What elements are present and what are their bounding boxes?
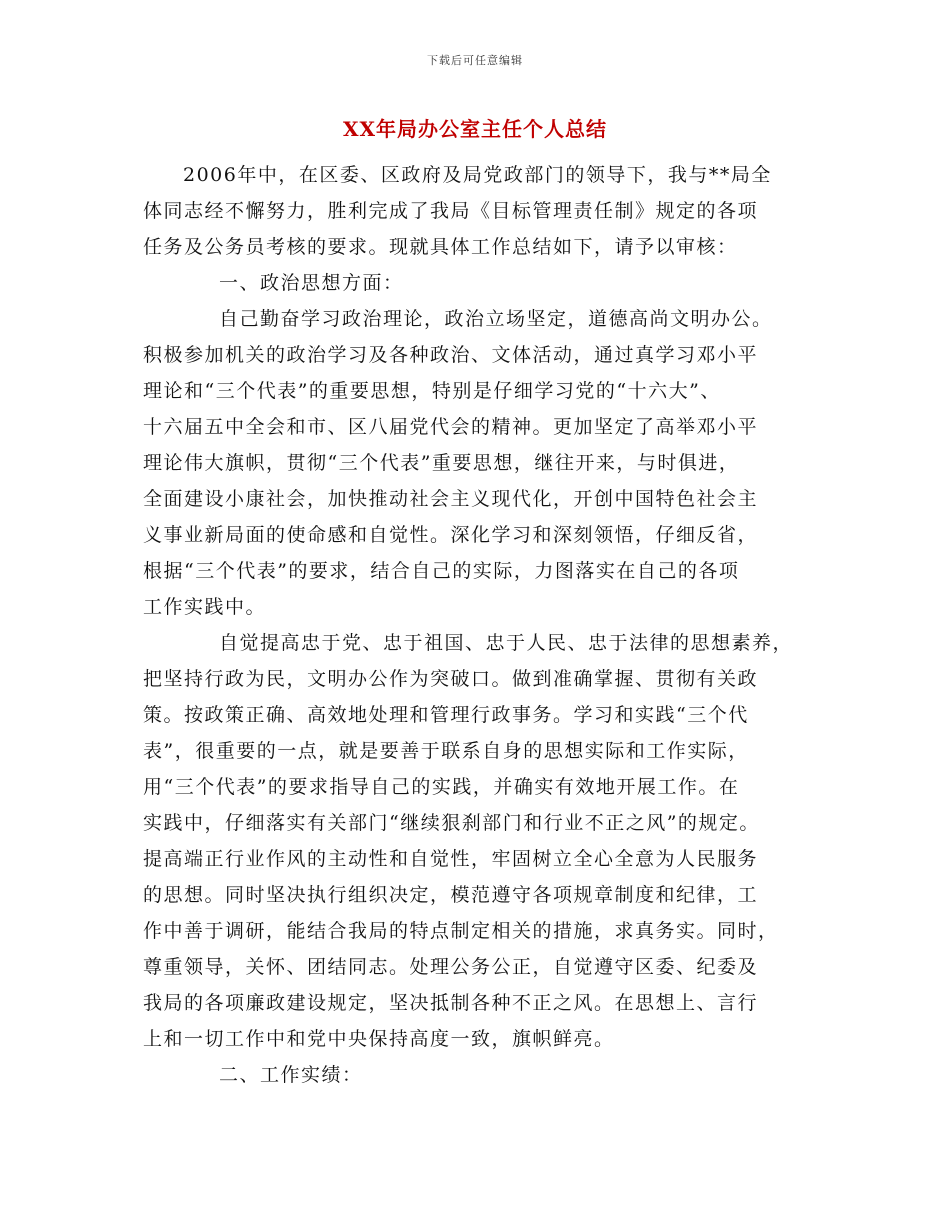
paragraph-line: 全面建设小康社会，加快推动社会主义现代化，开创中国特色社会主 — [143, 488, 759, 510]
paragraph-line: 理论伟大旗帜，贯彻“三个代表”重要思想，继往开来，与时俱进， — [143, 452, 740, 474]
paragraph-line: 我局的各项廉政建设规定，坚决抵制各种不正之风。在思想上、言行 — [143, 992, 759, 1014]
paragraph-line: 自己勤奋学习政治理论，政治立场坚定，道德高尚文明办公。 — [219, 308, 773, 330]
paragraph-line: 自觉提高忠于党、忠于祖国、忠于人民、忠于法律的思想素养， — [219, 632, 794, 654]
document-body — [143, 157, 813, 1093]
paragraph-line: 表”，很重要的一点，就是要善于联系自身的思想实际和工作实际， — [143, 740, 749, 762]
paragraph-line: 用“三个代表”的要求指导自己的实践，并确实有效地开展工作。在 — [143, 776, 740, 798]
paragraph-line: 提高端正行业作风的主动性和自觉性，牢固树立全心全意为人民服务 — [143, 848, 759, 870]
paragraph-line: 十六届五中全会和市、区八届党代会的精神。更加坚定了高举邓小平 — [143, 416, 759, 438]
paragraph-line: 积极参加机关的政治学习及各种政治、文体活动，通过真学习邓小平 — [143, 344, 759, 366]
paragraph-line: 的思想。同时坚决执行组织决定，模范遵守各项规章制度和纪律，工 — [143, 884, 759, 906]
page-header: 下载后可任意编辑 — [427, 54, 523, 67]
paragraph-line: 任务及公务员考核的要求。现就具体工作总结如下，请予以审核： — [143, 236, 738, 258]
section-heading: 二、工作实绩： — [219, 1064, 363, 1086]
paragraph-line: 实践中，仔细落实有关部门“继续狠刹部门和行业不正之风”的规定。 — [143, 812, 760, 834]
paragraph-line: 体同志经不懈努力，胜利完成了我局《目标管理责任制》规定的各项 — [143, 200, 759, 222]
paragraph-line: 理论和“三个代表”的重要思想，特别是仔细学习党的“十六大”、 — [143, 380, 721, 402]
paragraph-line: 义事业新局面的使命感和自觉性。深化学习和深刻领悟，仔细反省， — [143, 524, 759, 546]
paragraph-line: 根据“三个代表”的要求，结合自己的实际，力图落实在自己的各项 — [143, 560, 740, 582]
document-title: XX年局办公室主任个人总结 — [342, 117, 608, 141]
paragraph-line: 作中善于调研，能结合我局的特点制定相关的措施，求真务实。同时， — [143, 920, 779, 942]
section-heading: 一、政治思想方面： — [219, 272, 404, 294]
paragraph-line: 工作实践中。 — [143, 596, 267, 618]
paragraph-line: 2006年中，在区委、区政府及局党政部门的领导下，我与**局全 — [183, 164, 772, 186]
paragraph-line: 尊重领导，关怀、团结同志。处理公务公正，自觉遵守区委、纪委及 — [143, 956, 759, 978]
paragraph-line: 把坚持行政为民，文明办公作为突破口。做到准确掌握、贯彻有关政 — [143, 668, 759, 690]
paragraph-line: 策。按政策正确、高效地处理和管理行政事务。学习和实践“三个代 — [143, 704, 749, 726]
paragraph-line: 上和一切工作中和党中央保持高度一致，旗帜鲜亮。 — [143, 1028, 615, 1050]
